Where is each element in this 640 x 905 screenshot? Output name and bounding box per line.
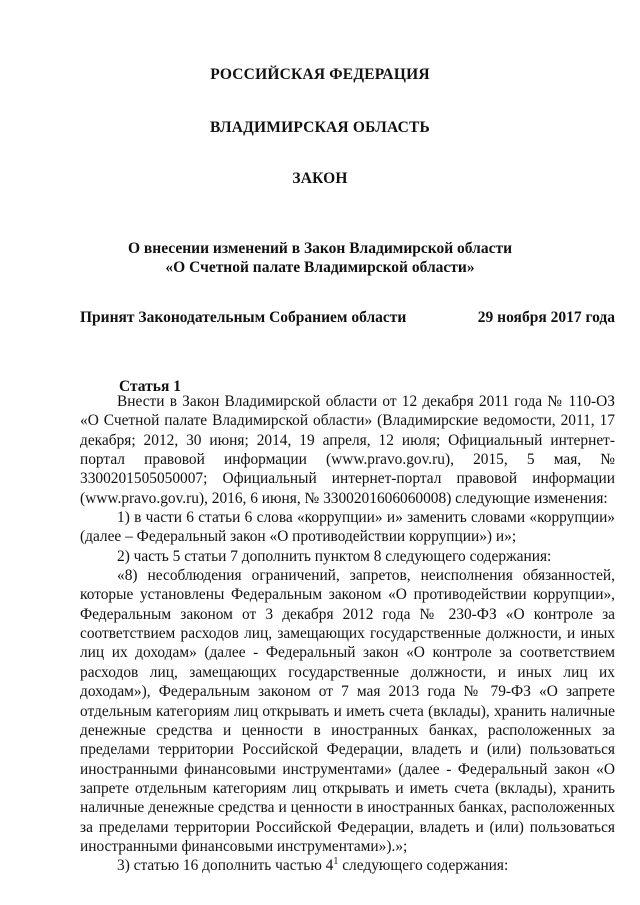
adoption-date: 29 ноября 2017 года — [477, 309, 615, 326]
law-title-line-1: О внесении изменений в Закон Владимирской области — [127, 240, 513, 257]
item-3-suffix: следующего содержания: — [338, 857, 509, 875]
item-3-text: 3) статью 16 дополнить частью 4 — [117, 857, 334, 875]
amendment-quote-point-8: «8) несоблюдения ограничений, запретов, неисполнения обязанностей, которые установлены Федеральным законом «О противодействии коррупции», Федеральным законом от 3 декабря 2012 года № 230-ФЗ «О контроле за соответствием расходов лиц, замещающих государственные должности, и иных лиц их доходам» (далее - Федеральный закон «О контроле за соответствием расходов лиц, замещающих государственные должности, и иных лиц их доходам»), Федеральным законом от 7 мая 2013 года № 79-ФЗ «О запрете отдельным категориям лиц открывать и иметь счета (вклады), хранить наличные денежные средства и ценности в иностранных банках, расположенных за пределами территории Российской Федерации, владеть и (или) пользоваться иностранными финансовыми инструментами» (далее - Федеральный закон «О запрете отдельным категориям лиц открывать и иметь счета (вклады), хранить наличные денежные средства и ценности в иностранных банках, расположенных за пределами территории Российской Федерации, владеть и (или) пользоваться иностранными финансовыми инструментами»).»; — [80, 567, 615, 855]
adoption-line — [80, 309, 615, 327]
country-heading: РОССИЙСКАЯ ФЕДЕРАЦИЯ — [210, 66, 430, 83]
region-heading: ВЛАДИМИРСКАЯ ОБЛАСТЬ — [210, 119, 430, 136]
article-body — [80, 392, 615, 876]
document-type-heading: ЗАКОН — [292, 170, 348, 187]
law-title — [0, 239, 640, 277]
amendment-item-2: 2) часть 5 статьи 7 дополнить пунктом 8 следующего содержания: — [117, 547, 552, 565]
adopted-by: Принят Законодательным Собранием области — [80, 309, 407, 326]
amendment-item-1: 1) в части 6 статьи 6 слова «коррупции» и» заменить словами «коррупции» (далее – Федеральный закон «О противодействии коррупции») и»; — [80, 509, 615, 546]
item-3-superscript: 1 — [333, 856, 339, 868]
article-heading: Статья 1 — [119, 378, 181, 395]
article-intro-paragraph: Внести в Закон Владимирской области от 12 декабря 2011 года № 110-ОЗ «О Счетной палате Владимирской области» (Владимирские ведомости, 2011, 17 декабря; 2012, 30 июня; 2014, 19 апреля, 12 июля; Официальный интернет-портал правовой информации (www.pravo.gov.ru), 2015, 5 мая, № 3300201505050007; Официальный интернет-портал правовой информации (www.pravo.gov.ru), 2016, 6 июня, № 3300201606060008) следующие изменения: — [80, 393, 615, 507]
law-title-line-2: «О Счетной палате Владимирской области» — [165, 259, 475, 276]
amendment-item-3 — [80, 856, 615, 875]
